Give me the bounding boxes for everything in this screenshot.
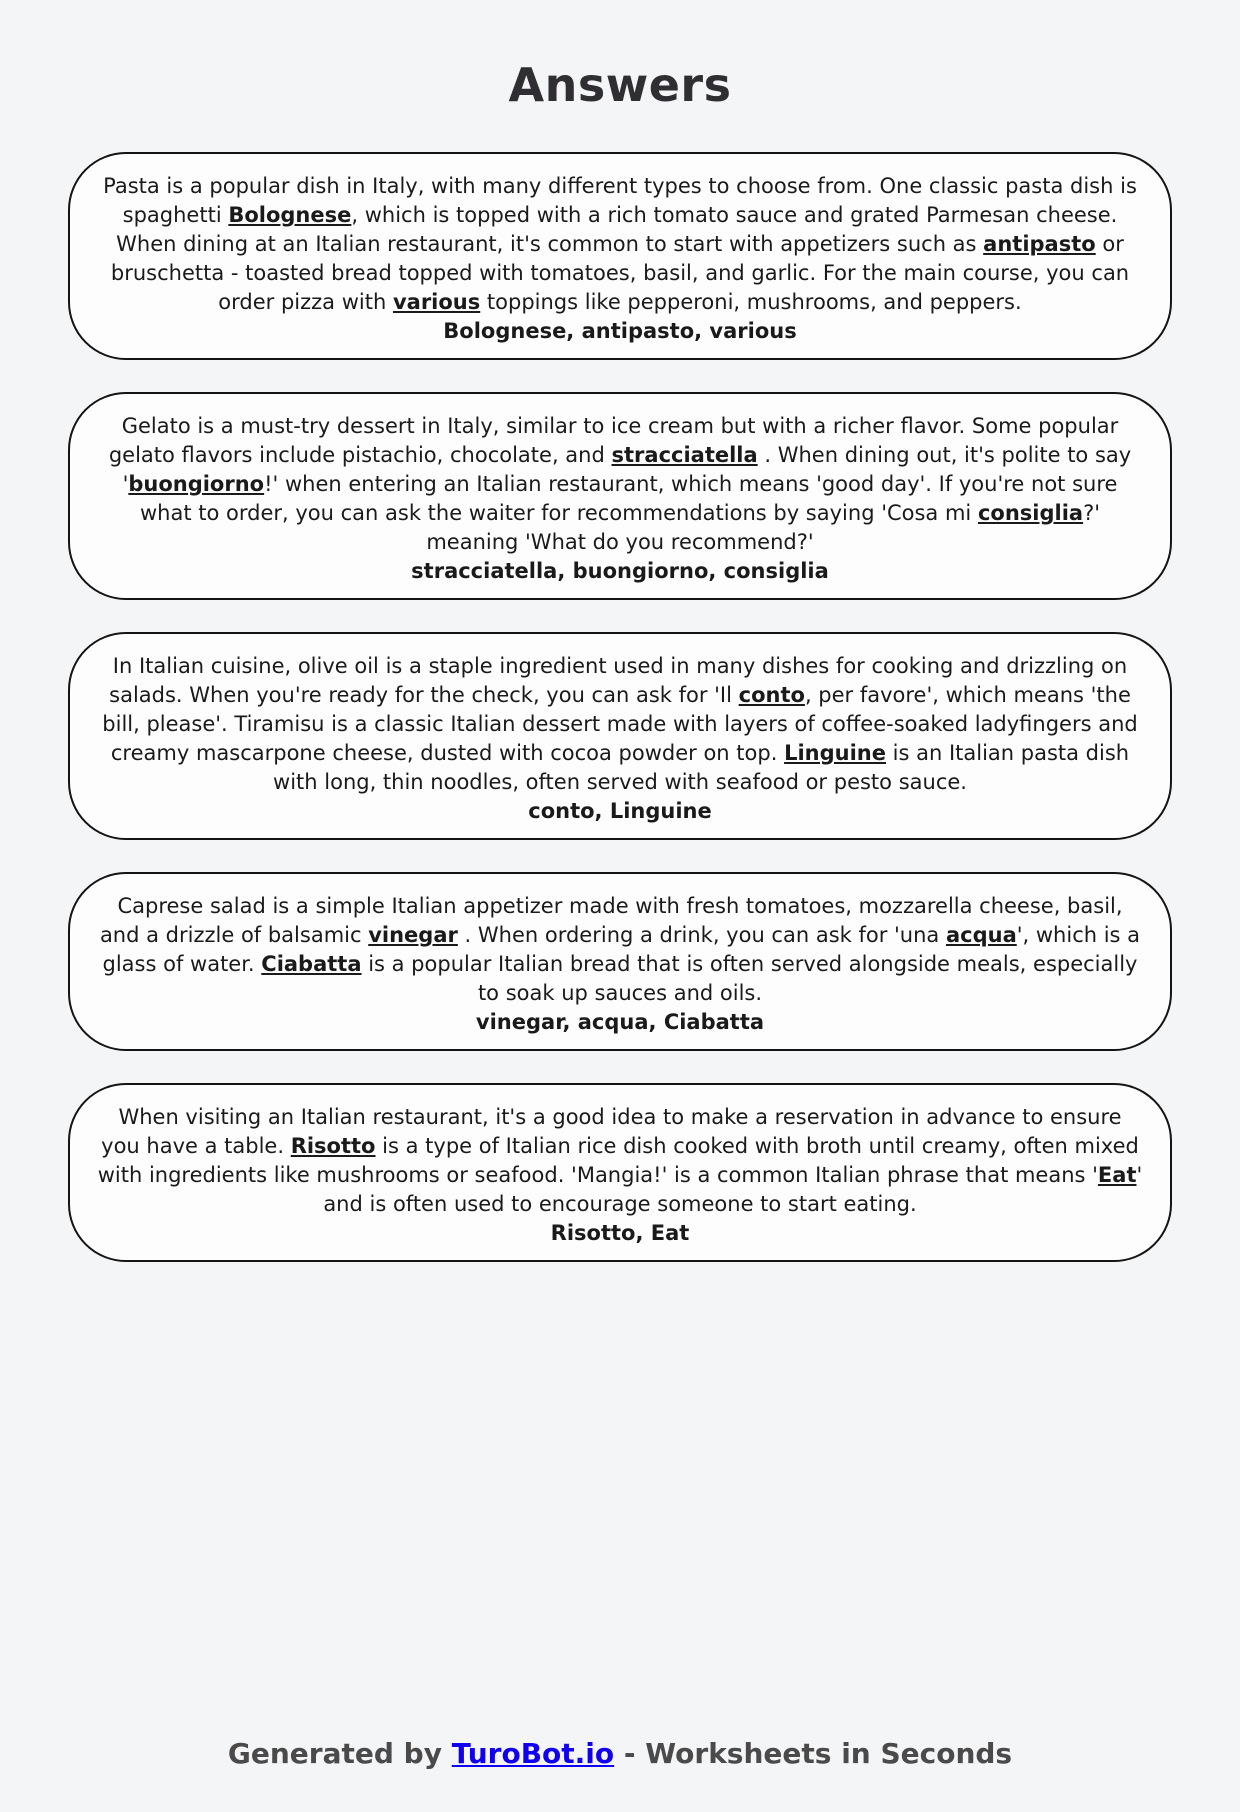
answer-word: acqua <box>945 923 1017 947</box>
answer-line: vinegar, acqua, Ciabatta <box>475 1010 765 1034</box>
passage-segment: is a type of Italian rice dish cooked with broth until creamy, often mixed with ingredients like mushrooms or seafood. 'Mangia!' is a common Italian phrase that means ' <box>97 1134 1139 1187</box>
passage-segment: , which is topped with a rich tomato sauce and grated Parmesan cheese. When dining at an Italian restaurant, it's common to start with appetizers such as <box>116 203 1118 256</box>
passage-text <box>96 172 1144 317</box>
answer-word: Eat <box>1097 1163 1137 1187</box>
page-title: Answers <box>508 58 732 112</box>
passage-segment: toppings like pepperoni, mushrooms, and peppers. <box>480 290 1022 314</box>
passage-segment: When visiting an Italian restaurant, it's a good idea to make a reservation in advance to ensure you have a table. <box>101 1105 1122 1158</box>
answer-word: Ciabatta <box>261 952 362 976</box>
passage-segment: Pasta is a popular dish in Italy, with many different types to choose from. One classic pasta dish is spaghetti <box>103 174 1137 227</box>
answer-word: buongiorno <box>128 472 265 496</box>
passage-segment: ?' meaning 'What do you recommend?' <box>426 501 1100 554</box>
answer-word: conto <box>738 683 805 707</box>
passage-segment: is a popular Italian bread that is often served alongside meals, especially to soak up sauces and oils. <box>361 952 1138 1005</box>
passage-segment: ', which is a glass of water. <box>102 923 1141 976</box>
answer-line: Bolognese, antipasto, various <box>443 319 797 343</box>
answer-word: antipasto <box>983 232 1096 256</box>
passage-segment: or bruschetta - toasted bread topped with tomatoes, basil, and garlic. For the main course, you can order pizza with <box>110 232 1130 314</box>
passage-text <box>96 1103 1144 1219</box>
answer-line: conto, Linguine <box>528 799 712 823</box>
passage-segment: Gelato is a must-try dessert in Italy, similar to ice cream but with a richer flavor. Some popular gelato flavors include pistachio, chocolate, and <box>108 414 1119 467</box>
passage-segment: Caprese salad is a simple Italian appetizer made with fresh tomatoes, mozzarella cheese, basil, and a drizzle of balsamic <box>99 894 1123 947</box>
passage-segment: is an Italian pasta dish with long, thin noodles, often served with seafood or pesto sauce. <box>273 741 1130 794</box>
answer-box <box>68 1083 1172 1262</box>
answer-line: stracciatella, buongiorno, consiglia <box>411 559 829 583</box>
answer-line: Risotto, Eat <box>550 1221 690 1245</box>
passage-text <box>96 652 1144 797</box>
footer-suffix: - Worksheets in Seconds <box>614 1737 1013 1770</box>
passage-segment: ' and is often used to encourage someone to start eating. <box>323 1163 1143 1216</box>
passage-segment: In Italian cuisine, olive oil is a staple ingredient used in many dishes for cooking and drizzling on salads. When you're ready for the check, you can ask for 'Il <box>109 654 1128 707</box>
turobot-link[interactable]: TuroBot.io <box>451 1737 615 1770</box>
passage-text <box>96 892 1144 1008</box>
answer-word: various <box>392 290 481 314</box>
answer-word: Bolognese <box>228 203 352 227</box>
footer-prefix: Generated by <box>227 1737 452 1770</box>
answers-list <box>68 152 1172 1262</box>
answer-word: Risotto <box>290 1134 376 1158</box>
passage-segment: , per favore', which means 'the bill, please'. Tiramisu is a classic Italian dessert made with layers of coffee-soaked ladyfingers and creamy mascarpone cheese, dusted with cocoa powder on top. <box>102 683 1138 765</box>
answer-box <box>68 152 1172 360</box>
answer-word: consiglia <box>977 501 1084 525</box>
answer-box <box>68 632 1172 840</box>
passage-segment: . When ordering a drink, you can ask for 'una <box>457 923 946 947</box>
answer-box <box>68 392 1172 600</box>
passage-segment: !' when entering an Italian restaurant, which means 'good day'. If you're not sure what to order, you can ask the waiter for recommendations by saying 'Cosa mi <box>140 472 1118 525</box>
answer-word: vinegar <box>368 923 458 947</box>
passage-segment: . When dining out, it's polite to say ' <box>122 443 1132 496</box>
answer-box <box>68 872 1172 1051</box>
answer-word: stracciatella <box>611 443 758 467</box>
answer-word: Linguine <box>784 741 886 765</box>
passage-text <box>96 412 1144 557</box>
